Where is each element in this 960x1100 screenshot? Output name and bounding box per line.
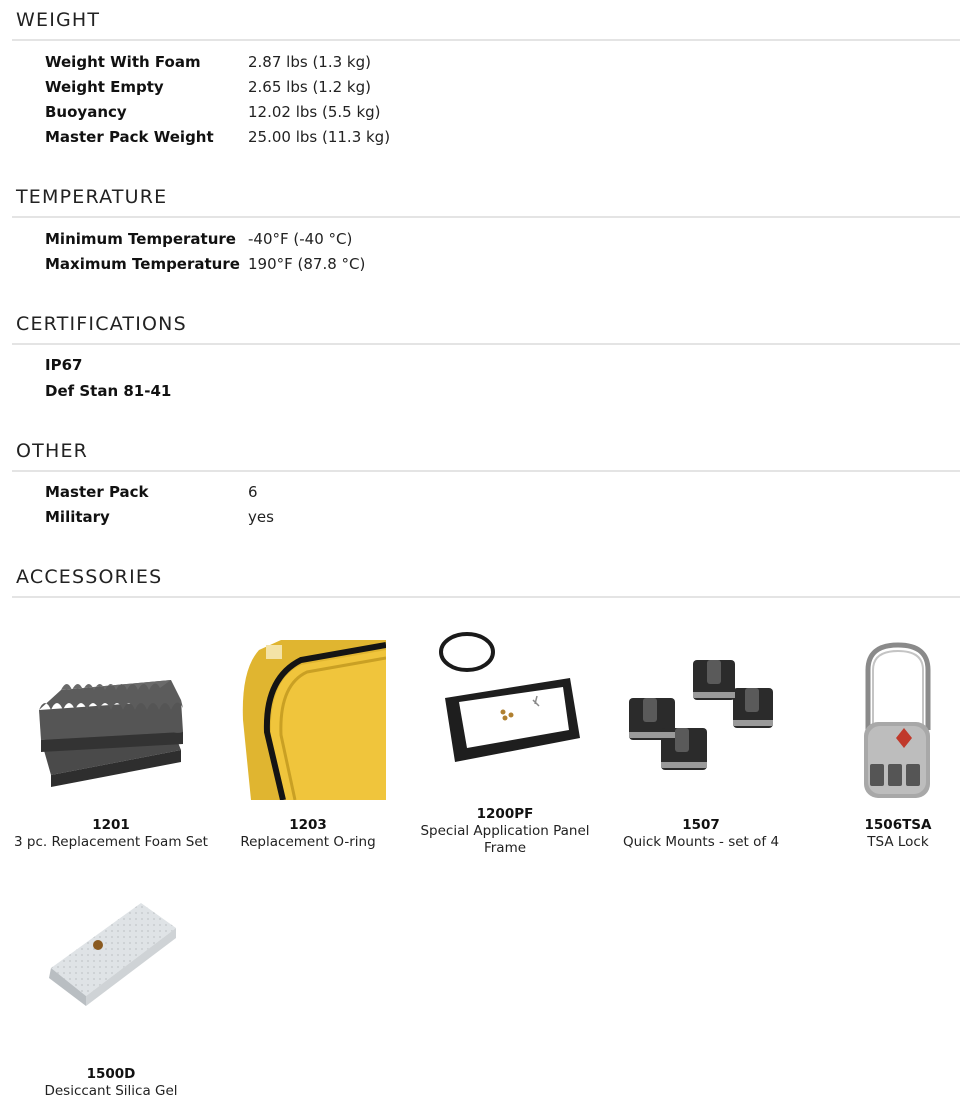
spec-value: yes [248, 508, 274, 526]
quick-mounts-icon[interactable] [621, 640, 781, 800]
spec-row [45, 100, 390, 125]
section-title: OTHER [16, 440, 89, 462]
cert-list [45, 352, 171, 404]
o-ring-icon[interactable] [231, 640, 386, 800]
accessory-name: TSA Lock [867, 834, 929, 850]
spec-list [45, 50, 390, 150]
spec-list [45, 480, 274, 530]
spec-value: 2.65 lbs (1.2 kg) [248, 78, 371, 96]
accessory-name: Special Application Panel Frame [420, 823, 590, 856]
spec-row [45, 75, 390, 100]
section-divider [12, 39, 960, 41]
spec-label: Military [45, 508, 110, 526]
spec-row [45, 505, 274, 530]
spec-value: 12.02 lbs (5.5 kg) [248, 103, 381, 121]
accessory-card-1200PF[interactable] [405, 630, 605, 857]
spec-value: 6 [248, 483, 258, 501]
spec-row [45, 252, 365, 277]
spec-row [45, 480, 274, 505]
spec-row [45, 50, 390, 75]
spec-row [45, 227, 365, 252]
accessory-name: 3 pc. Replacement Foam Set [14, 834, 208, 850]
section-divider [12, 216, 960, 218]
accessory-code: 1500D [86, 1066, 136, 1082]
accessory-card-1201[interactable] [11, 640, 211, 851]
section-title: TEMPERATURE [16, 186, 168, 208]
accessory-card-1507[interactable] [601, 640, 801, 851]
section-title: CERTIFICATIONS [16, 313, 187, 335]
spec-label: Weight With Foam [45, 53, 201, 71]
accessory-name: Desiccant Silica Gel [44, 1083, 178, 1099]
section-title: ACCESSORIES [16, 566, 163, 588]
tsa-lock-icon[interactable] [818, 640, 960, 800]
spec-label: Buoyancy [45, 103, 127, 121]
spec-value: 25.00 lbs (11.3 kg) [248, 128, 391, 146]
spec-list [45, 227, 365, 277]
spec-value: 190°F (87.8 °C) [248, 255, 366, 273]
accessory-code: 1506TSA [864, 817, 932, 833]
accessory-code: 1507 [682, 817, 720, 833]
desiccant-icon[interactable] [31, 898, 191, 1018]
accessory-card-1506TSA[interactable] [798, 640, 960, 851]
foam-set-icon[interactable] [31, 640, 191, 800]
accessory-name: Replacement O-ring [240, 834, 376, 850]
accessory-card-1500D[interactable] [11, 898, 211, 1100]
accessory-code: 1200PF [476, 806, 534, 822]
spec-label: Minimum Temperature [45, 230, 236, 248]
spec-label: Weight Empty [45, 78, 164, 96]
spec-label: Master Pack [45, 483, 149, 501]
section-title: WEIGHT [16, 9, 101, 31]
spec-value: -40°F (-40 °C) [248, 230, 353, 248]
cert-item: Def Stan 81-41 [45, 382, 172, 400]
spec-value: 2.87 lbs (1.3 kg) [248, 53, 371, 71]
spec-label: Master Pack Weight [45, 128, 214, 146]
panel-frame-icon[interactable] [425, 630, 585, 790]
accessory-card-1203[interactable] [208, 640, 408, 851]
accessory-code: 1201 [92, 817, 130, 833]
section-divider [12, 343, 960, 345]
spec-label: Maximum Temperature [45, 255, 240, 273]
section-divider [12, 470, 960, 472]
accessory-code: 1203 [289, 817, 327, 833]
spec-row [45, 125, 390, 150]
cert-item: IP67 [45, 356, 83, 374]
section-divider [12, 596, 960, 598]
accessory-name: Quick Mounts - set of 4 [622, 834, 780, 850]
